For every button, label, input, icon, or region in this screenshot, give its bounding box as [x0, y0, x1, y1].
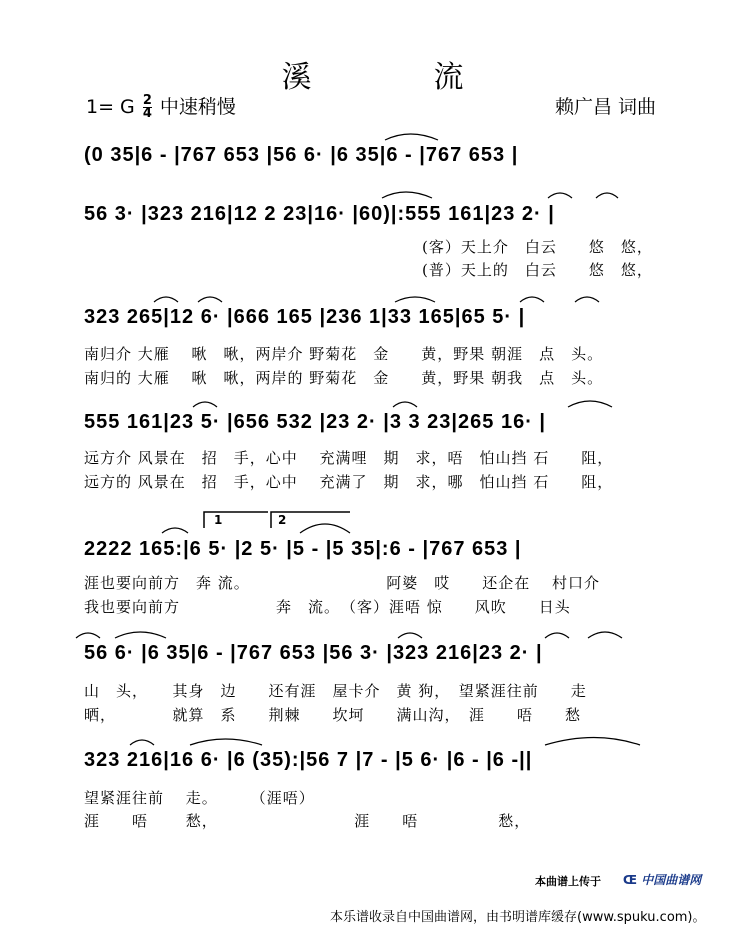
logo-text: 中国曲谱网 [641, 873, 702, 887]
slur [588, 632, 622, 638]
site-logo [623, 871, 701, 888]
slur [198, 297, 222, 302]
upload-note: 本曲谱上传于 [535, 875, 601, 888]
system-7-lyric-1: 望紧涯往前 走。 （涯唔） [84, 789, 315, 807]
slur [193, 402, 217, 407]
slur [568, 401, 612, 407]
slur [545, 633, 569, 638]
system-2-lyric-2: (普）天上的 白云 悠 悠， [422, 261, 653, 279]
slur [520, 297, 544, 302]
source-note: 本乐谱收录自中国曲谱网，由书明谱库缓存(www.spuku.com)。 [330, 910, 706, 925]
tempo-marking: 中速稍慢 [159, 96, 236, 118]
time-signature-bottom: 4 [142, 106, 152, 121]
slur [76, 633, 100, 638]
slur [162, 528, 188, 533]
system-6-lyric-2: 晒， 就算 系 荆棘 坎坷 满山沟， 涯 唔 愁 [84, 706, 582, 724]
author-credit: 赖广昌 词曲 [555, 96, 657, 118]
system-1-notes: (0 35|6 - |767 653 |56 6· |6 35|6 - |767 653 | [84, 144, 519, 166]
system-7-lyric-2: 涯 唔 愁， 涯 唔 愁， [84, 812, 531, 830]
slur [154, 297, 178, 302]
system-7-notes: 323 216|16 6· |6 (35):|56 7 |7 - |5 6· |6 - |6 -|| [84, 749, 533, 771]
system-6-notes: 56 6· |6 35|6 - |767 653 |56 3· |323 216|23 2· | [84, 642, 543, 664]
slur [548, 193, 572, 198]
system-4-lyric-1: 远方介 风景在 招 手，心中 充满哩 期 求，唔 怕山挡 石 阻， [84, 449, 614, 467]
slur [190, 739, 262, 745]
slur [300, 524, 350, 533]
time-signature-top: 2 [142, 93, 152, 108]
volta-1-label: 1 [214, 513, 223, 527]
logo-mark-icon: Œ [623, 873, 638, 887]
slur [382, 192, 432, 198]
system-6-lyric-1: 山 头， 其身 边 还有涯 屋卡介 黄 狗， 望紧涯往前 走 [84, 682, 587, 700]
system-3-lyric-1: 南归介 大雁 啾 啾，两岸介 野菊花 金 黄，野果 朝涯 点 头。 [84, 345, 604, 363]
volta-2-label: 2 [278, 513, 287, 527]
slur [393, 402, 417, 407]
slur [130, 740, 154, 745]
system-2-lyric-1: (客）天上介 白云 悠 悠， [422, 238, 653, 256]
song-title: 溪 流 [281, 60, 510, 95]
system-4-lyric-2: 远方的 风景在 招 手，心中 充满了 期 求，哪 怕山挡 石 阻， [84, 473, 614, 491]
slur [385, 134, 438, 140]
system-3-lyric-2: 南归的 大雁 啾 啾，两岸的 野菊花 金 黄，野果 朝我 点 头。 [84, 369, 604, 387]
slur [398, 633, 422, 638]
slur [395, 297, 435, 302]
slur [575, 297, 599, 302]
key-signature: 1= G [86, 96, 135, 118]
system-4-notes: 555 161|23 5· |656 532 |23 2· |3 3 23|265 16· | [84, 411, 546, 433]
system-5-notes: 2222 165:|6 5· |2 5· |5 - |5 35|:6 - |767 653 | [84, 538, 522, 560]
slur [115, 632, 166, 638]
slur [596, 193, 618, 198]
system-3-notes: 323 265|12 6· |666 165 |236 1|33 165|65 5· | [84, 306, 526, 328]
system-2-notes: 56 3· |323 216|12 2 23|16· |60)|:555 161|23 2· | [84, 203, 555, 225]
system-5-lyric-2: 我也要向前方 奔 流。 （客）涯唔 惊 风吹 日头 [84, 598, 571, 616]
system-5-lyric-1: 涯也要向前方 奔 流。 阿婆 哎 还企在 村口介 [84, 574, 601, 592]
slur [545, 738, 640, 746]
